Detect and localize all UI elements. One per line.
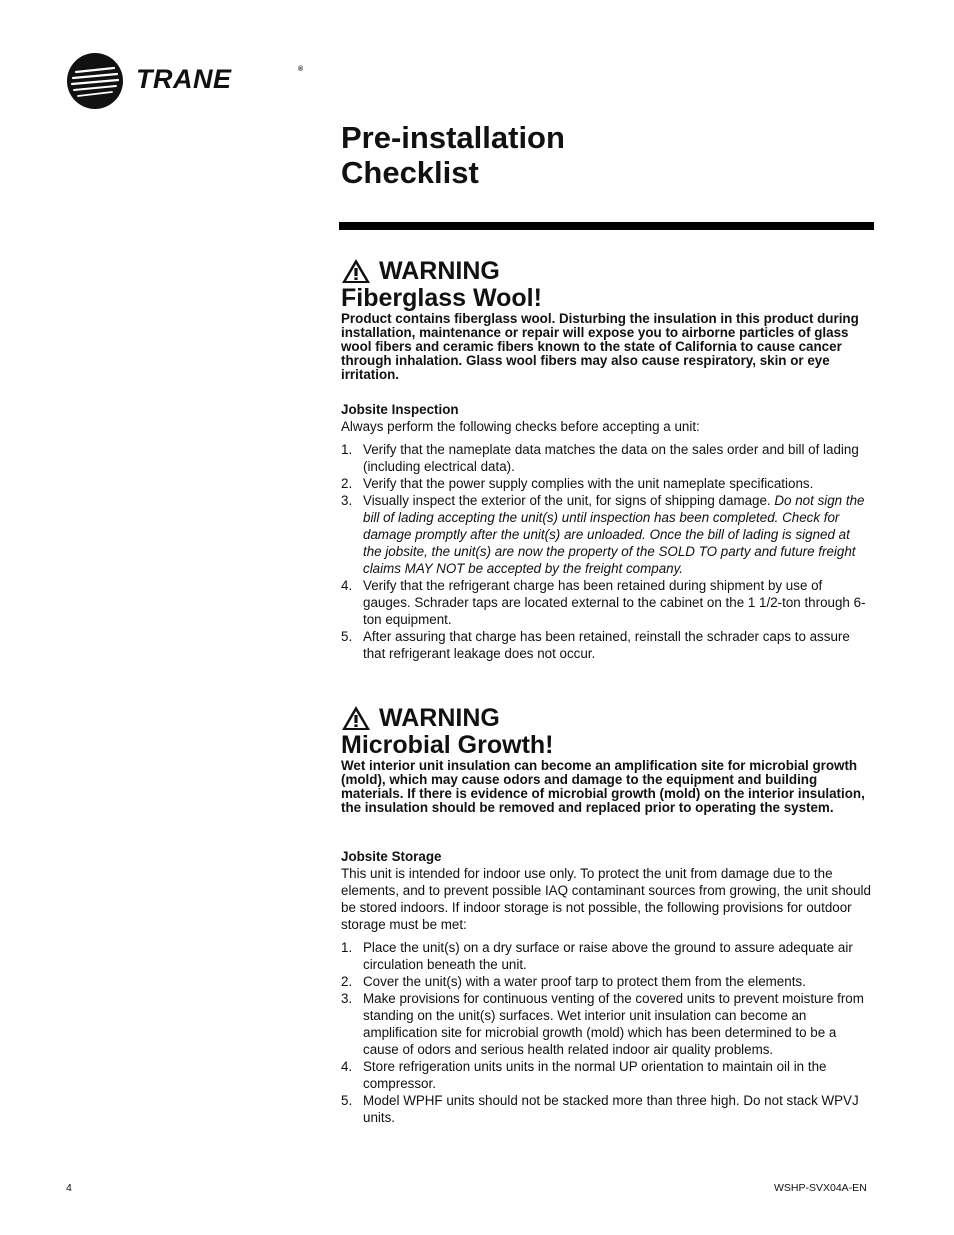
document-code: WSHP-SVX04A-EN — [774, 1182, 867, 1194]
list-item — [341, 1092, 871, 1126]
inspection-list — [341, 441, 871, 662]
list-item — [341, 973, 871, 990]
list-number: 1. — [341, 442, 353, 457]
list-number: 5. — [341, 629, 353, 644]
list-number: 5. — [341, 1093, 353, 1108]
list-text: Store refrigeration units units in the normal UP orientation to maintain oil in the compressor. — [363, 1059, 827, 1091]
list-number: 3. — [341, 991, 353, 1006]
warning-title: Microbial Growth! — [341, 731, 554, 759]
section-intro: This unit is intended for indoor use only. To protect the unit from damage due to the elements, and to prevent possible IAQ contaminant sources from growing, the unit should be stored indoors. If indoor storage is not possible, the following provisions for outdoor storage must be met: — [341, 866, 871, 932]
list-text: Model WPHF units should not be stacked more than three high. Do not stack WPVJ units. — [363, 1093, 859, 1125]
list-text-italic: Do not sign the bill of lading accepting the unit(s) until inspection has been completed. Check for damage promptly after the unit(s) are unloaded. Once the bill of lading is signed at the jobsite, the unit(s) are now the property of the SOLD TO party and future freight claims MAY NOT be accepted by the freight company. — [363, 493, 865, 576]
list-item — [341, 577, 871, 628]
warning-fiberglass — [341, 254, 871, 382]
warning-body: Wet interior unit insulation can become an amplification site for microbial growth (mold), which may cause odors and damage to the equipment and building materials. If there is evidence of microbial growth (mold) on the interior insulation, the insulation should be removed and replaced prior to operating the system. — [341, 758, 865, 815]
list-item — [341, 475, 871, 492]
section-heading: Jobsite Storage — [341, 849, 442, 864]
warning-microbial — [341, 701, 871, 815]
list-text: Verify that the nameplate data matches the data on the sales order and bill of lading (including electrical data). — [363, 442, 859, 474]
storage-list — [341, 939, 871, 1126]
title-divider — [339, 222, 874, 230]
registered-mark: ® — [298, 66, 304, 73]
warning-body: Product contains fiberglass wool. Disturbing the insulation in this product during installation, maintenance or repair will expose you to airborne particles of glass wool fibers and ceramic fibers known to the state of California to cause cancer through inhalation. Glass wool fibers may also cause respiratory, skin or eye irritation. — [341, 311, 859, 382]
section-jobsite-inspection — [341, 402, 871, 662]
warning-triangle-icon — [341, 258, 371, 284]
trane-logo — [66, 52, 304, 110]
list-number: 4. — [341, 1059, 353, 1074]
list-text: Make provisions for continuous venting of the covered units to prevent moisture from standing on the unit(s) surfaces. Wet interior unit insulation can become an amplification site for microbial growth (mold) which has been determined to be a cause of odors and serious health related indoor air quality problems. — [363, 991, 864, 1057]
section-heading: Jobsite Inspection — [341, 402, 459, 417]
list-number: 2. — [341, 476, 353, 491]
warning-triangle-icon — [341, 705, 371, 731]
list-text: Visually inspect the exterior of the unit, for signs of shipping damage. — [363, 493, 775, 508]
brand-name: TRANE — [136, 64, 232, 94]
list-item — [341, 492, 871, 577]
list-item — [341, 441, 871, 475]
trane-logo-icon — [66, 52, 124, 110]
page-number: 4 — [66, 1182, 72, 1194]
list-number: 3. — [341, 493, 353, 508]
list-text: Verify that the refrigerant charge has been retained during shipment by use of gauges. Schrader taps are located external to the cabinet on the 1 1/2-ton through 6-ton equipment. — [363, 578, 866, 627]
warning-label: WARNING — [379, 257, 500, 285]
list-text: Place the unit(s) on a dry surface or raise above the ground to assure adequate air circulation beneath the unit. — [363, 940, 853, 972]
list-item — [341, 990, 871, 1058]
warning-title: Fiberglass Wool! — [341, 284, 542, 312]
list-item — [341, 628, 871, 662]
list-number: 2. — [341, 974, 353, 989]
section-jobsite-storage — [341, 849, 871, 1126]
list-number: 1. — [341, 940, 353, 955]
list-number: 4. — [341, 578, 353, 593]
list-item — [341, 939, 871, 973]
list-item — [341, 1058, 871, 1092]
page-title-line2: Checklist — [341, 155, 479, 190]
list-text: After assuring that charge has been retained, reinstall the schrader caps to assure that refrigerant leakage does not occur. — [363, 629, 850, 661]
warning-label: WARNING — [379, 704, 500, 732]
warning-header — [341, 701, 871, 731]
section-intro: Always perform the following checks before accepting a unit: — [341, 419, 700, 434]
warning-header — [341, 254, 871, 284]
page-title — [341, 120, 565, 190]
list-text: Verify that the power supply complies with the unit nameplate specifications. — [363, 476, 814, 491]
list-text: Cover the unit(s) with a water proof tarp to protect them from the elements. — [363, 974, 806, 989]
page-title-line1: Pre-installation — [341, 120, 565, 155]
